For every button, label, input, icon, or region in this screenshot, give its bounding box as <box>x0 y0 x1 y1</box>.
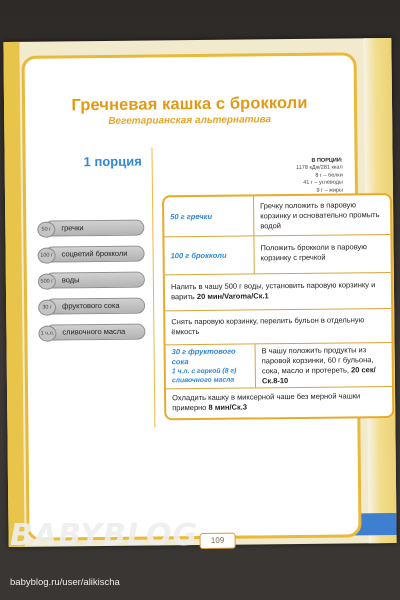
step-ingredient: 30 г фруктового сока <box>171 346 236 367</box>
step-setting: 20 сек/Ск.8-10 <box>261 365 376 386</box>
steps-table <box>162 193 394 420</box>
nutrition-heading: В ПОРЦИИ: <box>311 157 343 164</box>
step-text: Налить в чашу 500 г воды, установить паровую корзинку и варить <box>170 280 376 302</box>
ingredient-label: соцветий брокколи <box>61 248 128 259</box>
step-row <box>165 309 391 345</box>
step-text: Охладить кашку в миксерной чаше без мерной чашки примерно <box>172 391 361 413</box>
step-instruction: Гречку положить в паровую корзинку и основательно промыть водой <box>260 200 380 231</box>
nutrition-fat: 9 г – жиры <box>316 187 343 194</box>
step-ingredient: 1 ч.л. с горкой (8 г) сливочного масла <box>171 367 237 385</box>
recipe-card <box>22 52 380 545</box>
step-setting: 20 мин/Varoma/Ск.1 <box>196 291 269 302</box>
ingredient-item <box>40 272 145 289</box>
step-row <box>164 235 390 275</box>
step-instruction <box>262 345 390 389</box>
nutrition-info <box>296 157 343 195</box>
cookbook-page-photo <box>3 38 396 547</box>
ingredient-amount: 1 ч.л. <box>38 326 56 342</box>
ingredient-amount: 100 г <box>38 248 56 264</box>
step-ingredient-cell <box>164 196 254 236</box>
babyblog-logo: BABYBLOG <box>10 518 199 553</box>
nutrition-protein: 8 г – белки <box>315 172 343 179</box>
ingredient-amount: 30 г <box>38 300 56 316</box>
page-number: 109 <box>200 533 236 549</box>
ingredient-label: воды <box>61 275 80 285</box>
ingredient-amount: 50 г <box>37 222 55 238</box>
ingredient-label: фруктового сока <box>62 300 120 311</box>
portion-label: 1 порция <box>83 153 142 170</box>
ingredient-item <box>41 220 144 237</box>
ingredient-amount: 500 г <box>38 274 56 290</box>
step-row <box>164 195 390 237</box>
step-ingredient: 100 г брокколи <box>170 250 227 261</box>
step-ingredient: 50 г гречки <box>170 211 213 222</box>
step-instruction: Снять паровую корзинку, перелить бульон в отдельную ёмкость <box>171 315 365 337</box>
ingredient-item <box>40 246 145 263</box>
step-text: В чашу положить продукты из паровой корзинки, 60 г бульона, сока, масло и протереть, <box>261 345 374 376</box>
step-setting: 8 мин/Ск.3 <box>208 402 248 412</box>
ingredient-item <box>40 324 145 341</box>
ingredient-label: гречки <box>61 223 84 233</box>
step-row <box>166 343 392 389</box>
recipe-subtitle: Вегетарианская альтернатива <box>108 114 272 127</box>
ingredient-item <box>42 298 145 315</box>
step-ingredient-cell <box>164 236 254 274</box>
ingredient-label: сливочного масла <box>62 326 126 337</box>
recipe-title: Гречневая кашка с брокколи <box>71 93 308 115</box>
step-instruction <box>171 280 386 302</box>
nutrition-energy: 1178 кДж/281 ккал <box>296 164 343 172</box>
step-instruction <box>172 391 387 413</box>
column-divider <box>151 147 155 427</box>
step-row <box>166 387 392 420</box>
step-ingredient-cell <box>166 344 256 388</box>
step-instruction: Положить брокколи в паровую корзинку с гречкой <box>260 242 367 263</box>
step-row <box>165 273 391 311</box>
watermark-url: babyblog.ru/user/alikischa <box>10 577 120 588</box>
nutrition-carbs: 41 г – углеводы <box>303 179 343 187</box>
